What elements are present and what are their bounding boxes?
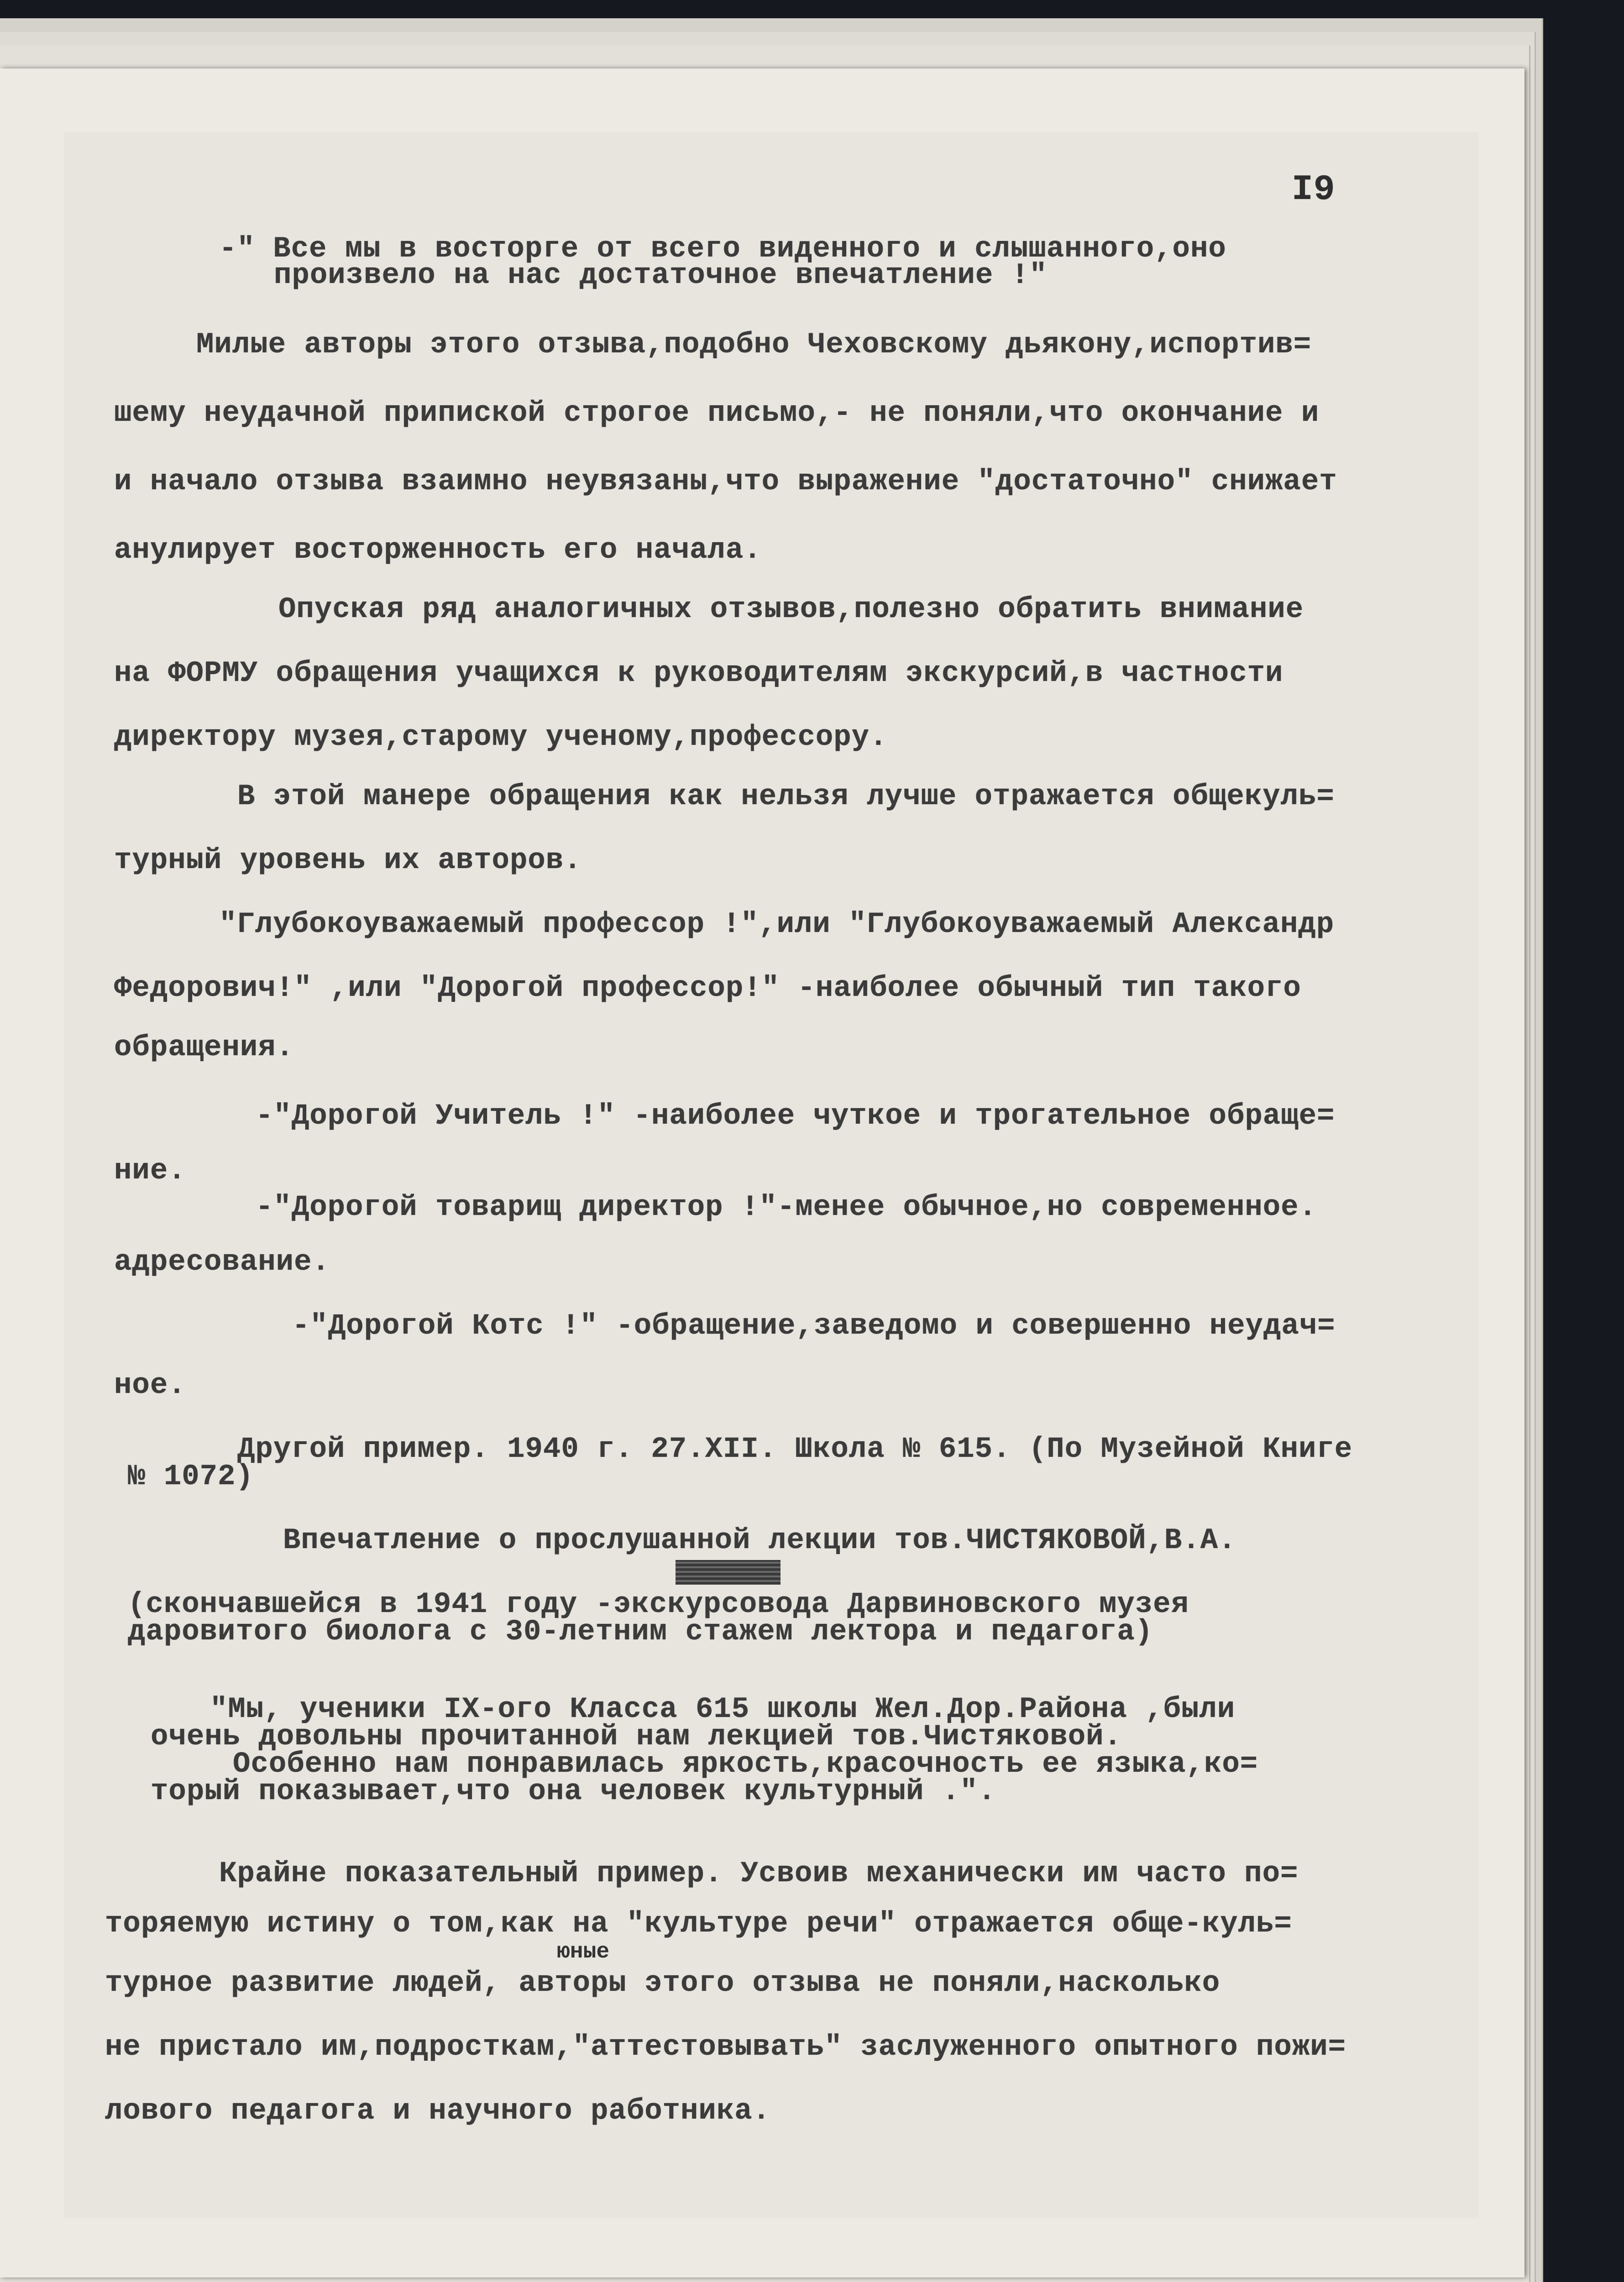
text-line: Крайне показательный пример. Усвоив механически им часто по= xyxy=(219,1858,1299,1890)
text-line: "Глубокоуважаемый профессор !",или "Глубокоуважаемый Александр xyxy=(219,908,1335,941)
text-line: В этой манере обращения как нельзя лучше отражается общекуль= xyxy=(237,780,1335,813)
text-line: ное. xyxy=(114,1369,186,1402)
text-line: адресование. xyxy=(114,1246,330,1279)
text-line: торый показывает,что она человек культурный .". xyxy=(151,1775,996,1808)
text-line: (скончавшейся в 1941 году -экскурсовода Дарвиновского музея xyxy=(128,1588,1189,1621)
text-line: Особенно нам понравилась яркость,красочность ее языка,ко= xyxy=(233,1748,1258,1781)
text-line: -"Дорогой товарищ директор !"-менее обычное,но современное. xyxy=(256,1191,1317,1224)
handwritten-insert xyxy=(676,1560,781,1585)
text-line: торяемую истину о том,как на "культуре речи" отражается обще-куль= xyxy=(105,1908,1292,1941)
text-line: лового педагога и научного работника. xyxy=(105,2095,771,2128)
typed-page xyxy=(0,68,1524,2277)
text-line: турное развитие людей, авторы этого отзыва не поняли,насколько xyxy=(105,1967,1221,2000)
text-line: -"Дорогой Котс !" -обращение,заведомо и совершенно неудач= xyxy=(292,1310,1336,1343)
text-line: и начало отзыва взаимно неувязаны,что выражение "достаточно" снижает xyxy=(114,466,1337,498)
handwritten-insert: юные xyxy=(557,1940,610,1964)
text-line: -" Все мы в восторге от всего виденного и слышанного,оно xyxy=(219,233,1226,266)
text-line: даровитого биолога с 30-летним стажем лектора и педагога) xyxy=(128,1616,1153,1649)
text-line: на ФОРМУ обращения учащихся к руководителям экскурсий,в частности xyxy=(114,657,1283,690)
text-line: Впечатление о прослушанной лекции тов.ЧИСТЯКОВОЙ,В.А. xyxy=(283,1524,1236,1557)
text-line: Другой пример. 1940 г. 27.XII. Школа № 615. (По Музейной Книге xyxy=(237,1433,1353,1466)
text-line: Федорович!" ,или "Дорогой профессор!" -наиболее обычный тип такого xyxy=(114,972,1301,1005)
text-line: ние. xyxy=(114,1155,186,1188)
text-line: шему неудачной припиской строгое письмо,- не поняли,что окончание и xyxy=(114,397,1320,430)
text-line: обращения. xyxy=(114,1031,294,1064)
text-line: не пристало им,подросткам,"аттестовывать" заслуженного опытного пожи= xyxy=(105,2031,1346,2064)
text-line: Милые авторы этого отзыва,подобно Чеховскому дьякону,испортив= xyxy=(196,329,1312,361)
page-number: I9 xyxy=(1292,170,1336,210)
text-line: "Мы, ученики IX-ого Класса 615 школы Жел.Дор.Района ,были xyxy=(210,1693,1236,1726)
text-line: Опуская ряд аналогичных отзывов,полезно обратить внимание xyxy=(278,593,1304,626)
page-shade xyxy=(64,132,1479,2218)
text-line: анулирует восторженность его начала. xyxy=(114,534,762,567)
text-line: -"Дорогой Учитель !" -наиболее чуткое и трогательное обраще= xyxy=(256,1100,1335,1133)
text-line: турный уровень их авторов. xyxy=(114,844,582,877)
text-line: директору музея,старому ученому,профессору. xyxy=(114,721,888,754)
text-line: произвело на нас достаточное впечатление !" xyxy=(274,259,1048,292)
text-line: очень довольны прочитанной нам лекцией тов.Чистяковой. xyxy=(151,1721,1122,1753)
text-line: № 1072) xyxy=(128,1460,254,1493)
